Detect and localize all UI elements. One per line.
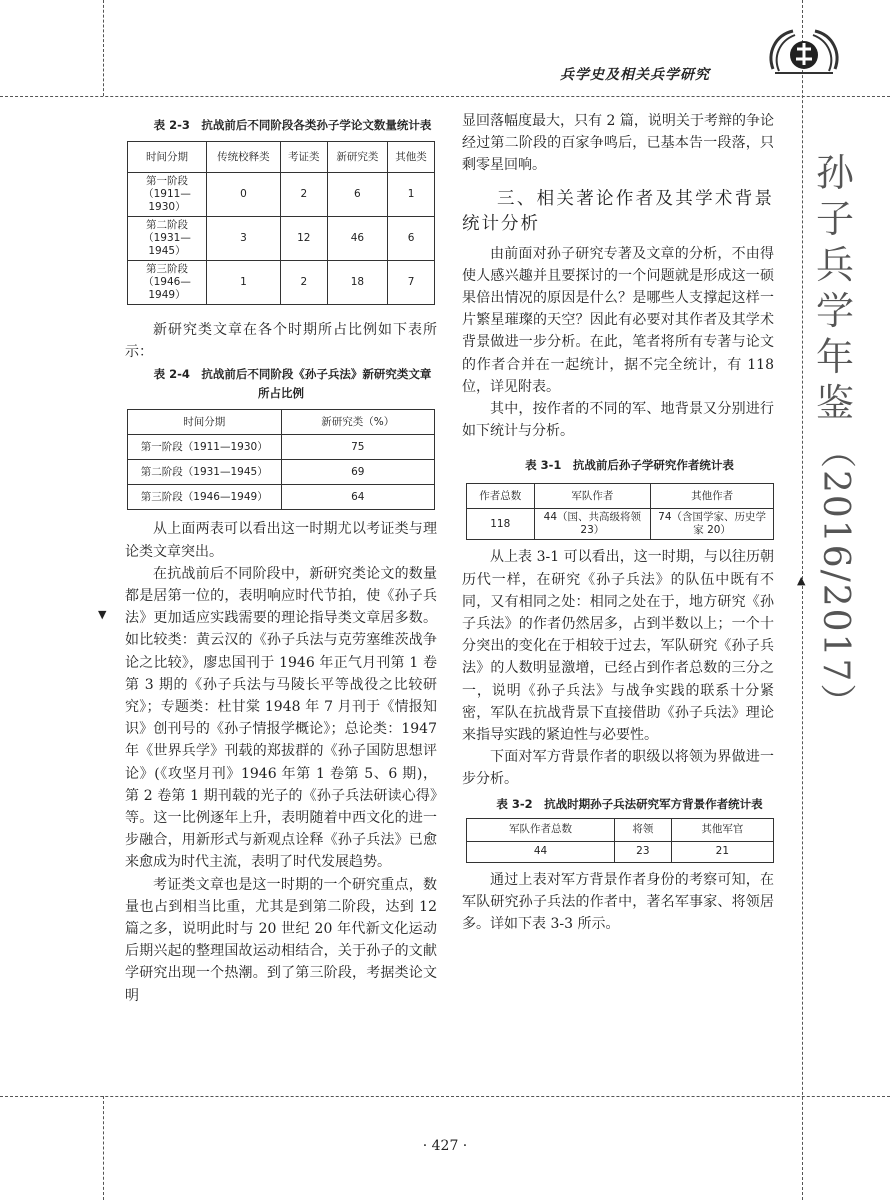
table-row: [128, 173, 435, 217]
table-cell: 第三阶段（1946—1949）: [128, 261, 207, 305]
table-row: [467, 509, 774, 540]
table-header-cell: 时间分期: [128, 142, 207, 173]
side-title-char: 年: [815, 335, 854, 379]
table-header-cell: 其他军官: [671, 818, 773, 841]
table-header-cell: 新研究类（%）: [281, 410, 435, 435]
paragraph: 其中，按作者的不同的军、地背景又分别进行如下统计与分析。: [462, 401, 774, 440]
table-cell: 75: [281, 435, 435, 460]
left-crop-line-top: [103, 0, 104, 96]
table-cell: 3: [207, 217, 281, 261]
side-title-char: 学: [815, 289, 854, 333]
right-marker-icon: ▲: [797, 574, 806, 587]
side-title-year: （2016/2017）: [815, 432, 856, 722]
left-column: [125, 116, 437, 1007]
table-cell: 2: [280, 173, 327, 217]
bottom-crop-line: [0, 1096, 890, 1097]
table-row: [128, 261, 435, 305]
paragraph: 在抗战前后不同阶段中，新研究类论文的数量都是居第一位的，表明响应时代节拍，使《孙子兵法》更加适应实践需要的理论指导类文章居多数。如比较类：黄云汉的《孙子兵法与克劳塞维茨战争论之比较》，廖忠国刊于 1946 年正气月刊第 1 卷第 3 期的《孙子兵法与马陵长平等战役之比较研究》；专题类：杜甘棠 1948 年 7 月刊于《情报知识》创刊号的《孙子情报学概论》；总论类：1947 年《世界兵学》刊载的郑拔群的《孙子国防思想评论》(《攻坚月刊》1946 年第 1 卷第 5、6 期)，第 2 卷第 1 期刊载的光子的《孙子兵法研读心得》等。这一比例逐年上升，表明随着中西文化的进一步融合，用新形式与新观点诠释《孙子兵法》已愈来愈成为时代主流，表明了时代发展趋势。: [125, 565, 437, 871]
table-row: [467, 841, 774, 862]
running-title: 兵学史及相关兵学研究: [560, 67, 710, 83]
side-title-char: 子: [815, 197, 854, 241]
table-cell: 46: [327, 217, 387, 261]
paragraph: 新研究类文章在各个时期所占比例如下表所示：: [125, 322, 437, 361]
side-title-char: 鉴: [815, 381, 854, 425]
table-cell: 第一阶段（1911—1930）: [128, 173, 207, 217]
table-3-2-caption: 表 3-2 抗战时期孙子兵法研究军方背景作者统计表: [496, 796, 763, 811]
table-cell: 21: [671, 841, 773, 862]
table-cell: 44（国、共高级将领 23）: [534, 509, 651, 540]
paragraph: 显回落幅度最大，只有 2 篇，说明关于考辩的争论经过第二阶段的百家争鸣后，已基本告一段落，只剩零星回响。: [462, 113, 774, 174]
table-cell: 44: [467, 841, 615, 862]
table-2-4-caption: 表 2-4 抗战前后不同阶段《孙子兵法》新研究类文章所占比例: [153, 367, 432, 401]
paragraph: 通过上表对军方背景作者身份的考察可知，在军队研究孙子兵法的作者中，著名军事家、将领居多。详如下表 3-3 所示。: [462, 871, 774, 933]
table-row: [128, 460, 435, 485]
table-cell: 1: [388, 173, 435, 217]
table-3-2: [466, 818, 774, 863]
table-row: [128, 485, 435, 510]
table-cell: 第三阶段（1946—1949）: [128, 485, 282, 510]
paragraph: 考证类文章也是这一时期的一个研究重点，数量也占到相当比重，尤其是到第二阶段，达到 12 篇之多，说明此时与 20 世纪 20 年代新文化运动后期兴起的整理国故运动相结合，关于孙子的文献学研究出现一个热潮。到了第三阶段，考据类论文明: [125, 876, 437, 1004]
table-header-cell: 将领: [615, 818, 672, 841]
right-column: [462, 110, 774, 935]
table-3-1: [466, 483, 774, 540]
table-cell: 0: [207, 173, 281, 217]
page-number: · 427 ·: [422, 1138, 468, 1154]
table-cell: 6: [327, 173, 387, 217]
table-cell: 18: [327, 261, 387, 305]
table-header-cell: 作者总数: [467, 484, 535, 509]
table-header-cell: 军队作者: [534, 484, 651, 509]
table-2-3-caption: 表 2-3 抗战前后不同阶段各类孙子学论文数量统计表: [153, 118, 432, 132]
side-title-char: 孙: [815, 151, 854, 195]
table-3-1-caption: 表 3-1 抗战前后孙子学研究作者统计表: [525, 458, 734, 473]
table-cell: 7: [388, 261, 435, 305]
table-cell: 6: [388, 217, 435, 261]
top-crop-line: [0, 96, 890, 97]
table-cell: 1: [207, 261, 281, 305]
table-header-cell: 时间分期: [128, 410, 282, 435]
table-header-cell: 传统校释类: [207, 142, 281, 173]
table-cell: 12: [280, 217, 327, 261]
table-2-4: [127, 409, 435, 510]
side-book-title: [810, 150, 860, 721]
table-cell: 2: [280, 261, 327, 305]
table-cell: 69: [281, 460, 435, 485]
section-title: 三、相关著论作者及其学术背景统计分析: [462, 188, 774, 234]
table-header-cell: 其他类: [388, 142, 435, 173]
yearbook-logo-icon: [765, 25, 843, 85]
table-cell: 第一阶段（1911—1930）: [128, 435, 282, 460]
paragraph: 下面对军方背景作者的职级以将领为界做进一步分析。: [462, 749, 774, 788]
table-row: [128, 435, 435, 460]
table-row: [128, 217, 435, 261]
table-header-cell: 其他作者: [651, 484, 774, 509]
paragraph: 由前面对孙子研究专著及文章的分析，不由得使人感兴趣并且要探讨的一个问题就是形成这一硕果倍出情况的原因是什么？是哪些人支撑起这样一片繁星璀璨的天空？因此有必要对其作者及其学术背景做进一步分析。在此，笔者将所有专著与论文的作者合并在一起统计，据不完全统计，有 118 位，详见附表。: [462, 245, 774, 395]
table-header-cell: 考证类: [280, 142, 327, 173]
table-cell: 第二阶段（1931—1945）: [128, 217, 207, 261]
table-cell: 118: [467, 509, 535, 540]
side-title-char: 兵: [815, 243, 854, 287]
table-header-cell: 军队作者总数: [467, 818, 615, 841]
right-crop-line: [802, 0, 803, 1200]
table-cell: 74（含国学家、历史学家 20）: [651, 509, 774, 540]
left-marker-icon: ▼: [98, 608, 107, 621]
table-header-cell: 新研究类: [327, 142, 387, 173]
table-cell: 第二阶段（1931—1945）: [128, 460, 282, 485]
paragraph: 从上表 3-1 可以看出，这一时期，与以往历朝历代一样，在研究《孙子兵法》的队伍中既有不同，又有相同之处：相同之处在于，地方研究《孙子兵法》的作者仍然居多，占到半数以上；一个十分突出的变化在于相较于过去，军队研究《孙子兵法》的人数明显激增，已经占到作者总数的三分之一，说明《孙子兵法》与战争实践的联系十分紧密，军队在抗战背景下直接借助《孙子兵法》理论来指导实践的紧迫性与必要性。: [462, 549, 774, 744]
table-2-3: [127, 141, 435, 305]
table-cell: 23: [615, 841, 672, 862]
table-cell: 64: [281, 485, 435, 510]
paragraph: 从上面两表可以看出这一时期尤以考证类与理论类文章突出。: [125, 521, 437, 560]
